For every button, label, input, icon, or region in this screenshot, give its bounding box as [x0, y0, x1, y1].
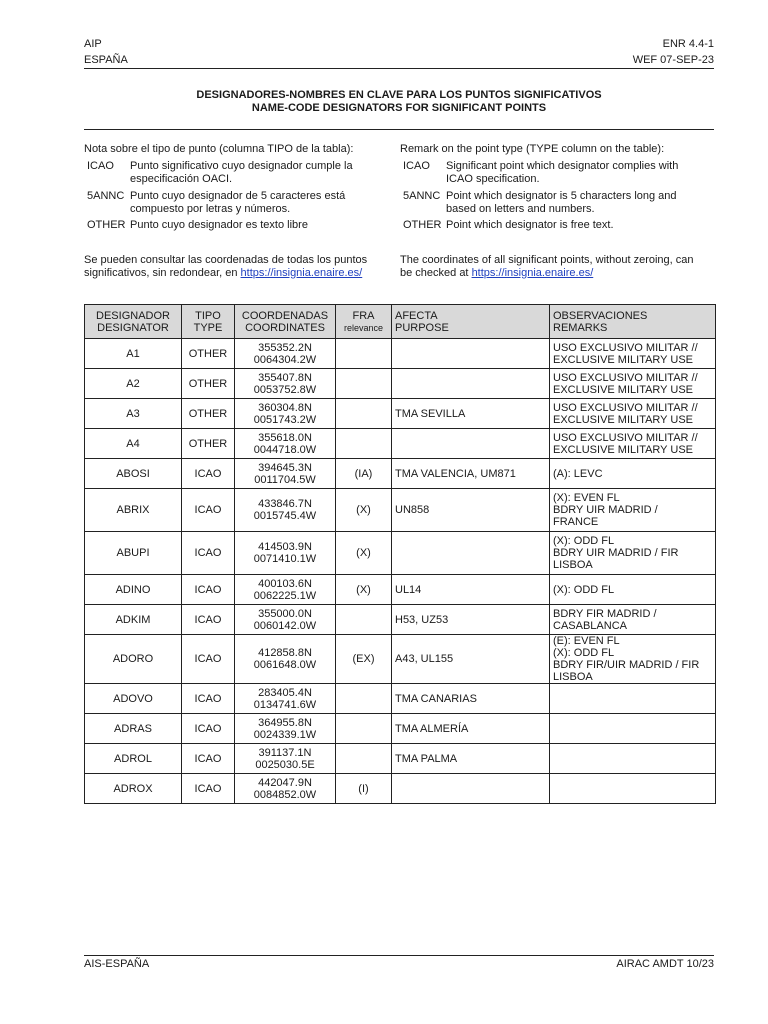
notes-es-coords-line2	[84, 267, 367, 280]
table-body	[85, 339, 716, 804]
notes-en-code-other: OTHER	[403, 219, 442, 231]
cell-coordinates	[235, 714, 336, 744]
coord-longitude: 0061648.0W	[253, 659, 317, 671]
remark-line: BDRY UIR MADRID /	[553, 504, 658, 516]
cell-coordinates	[235, 774, 336, 804]
col-header-purpose-es: AFECTA	[395, 309, 438, 322]
table-row	[85, 399, 716, 429]
coord-longitude: 0024339.1W	[253, 728, 317, 741]
notes-es-intro: Nota sobre el tipo de punto (columna TIPO de la tabla):	[84, 143, 354, 155]
footer-right: AIRAC AMDT 10/23	[616, 958, 714, 970]
col-header-type-en: TYPE	[193, 321, 223, 334]
cell-type: ICAO	[182, 774, 235, 804]
cell-type: ICAO	[182, 635, 235, 684]
coord-latitude: 355352.2N	[258, 341, 312, 354]
cell-designator: ADROL	[85, 744, 182, 774]
table-row	[85, 744, 716, 774]
col-header-coordinates	[235, 305, 336, 339]
coord-longitude: 0064304.2W	[253, 353, 317, 366]
title-es: DESIGNADORES-NOMBRES EN CLAVE PARA LOS PUNTOS SIGNIFICATIVOS	[196, 89, 602, 101]
cell-purpose	[392, 774, 550, 804]
cell-designator: A2	[85, 369, 182, 399]
page-title	[84, 89, 714, 115]
cell-purpose: H53, UZ53	[392, 605, 550, 635]
cell-type: ICAO	[182, 605, 235, 635]
cell-fra: (X)	[336, 575, 392, 605]
table-row	[85, 774, 716, 804]
coord-latitude: 355618.0N	[258, 431, 312, 444]
cell-fra	[336, 339, 392, 369]
cell-purpose: TMA VALENCIA, UM871	[392, 459, 550, 489]
remark-line: EXCLUSIVE MILITARY USE	[553, 413, 693, 426]
cell-designator: ADINO	[85, 575, 182, 605]
cell-designator: A1	[85, 339, 182, 369]
coord-latitude: 442047.9N	[258, 776, 312, 789]
cell-purpose	[392, 429, 550, 459]
remark-line: EXCLUSIVE MILITARY USE	[553, 353, 693, 366]
notes-en-desc-5annc-line1: Point which designator is 5 characters long and	[446, 190, 677, 202]
table-header-row	[85, 305, 716, 339]
coord-longitude: 0015745.4W	[253, 510, 317, 522]
cell-type: ICAO	[182, 575, 235, 605]
notes-es	[84, 143, 384, 283]
cell-designator: ADKIM	[85, 605, 182, 635]
remark-line: FRANCE	[553, 516, 599, 528]
insignia-link-es[interactable]: https://insignia.enaire.es/	[240, 266, 363, 279]
cell-designator: ADOVO	[85, 684, 182, 714]
header-section: ENR 4.4-1	[662, 38, 714, 50]
remark-line: LISBOA	[553, 671, 593, 683]
cell-designator: ADROX	[85, 774, 182, 804]
notes-es-desc-5annc	[130, 190, 345, 215]
notes-en-code-icao: ICAO	[403, 160, 430, 172]
col-header-remarks-en: REMARKS	[553, 321, 608, 334]
col-header-coordinates-en: COORDINATES	[245, 321, 325, 334]
coord-latitude: 400103.6N	[258, 577, 312, 590]
coord-latitude: 355000.0N	[258, 607, 312, 620]
coord-latitude: 355407.8N	[258, 371, 312, 384]
remark-line: USO EXCLUSIVO MILITAR //	[553, 431, 698, 444]
remark-line: (X): ODD FL	[553, 583, 615, 596]
cell-type: OTHER	[182, 339, 235, 369]
notes-es-desc-5annc-line1: Punto cuyo designador de 5 caracteres está	[130, 190, 346, 202]
notes-es-coords-text: significativos, sin redondear, en	[84, 266, 241, 279]
cell-designator: ABRIX	[85, 489, 182, 532]
cell-purpose: A43, UL155	[392, 635, 550, 684]
cell-remarks	[550, 714, 716, 744]
col-header-designator-en: DESIGNATOR	[97, 321, 169, 334]
coord-latitude: 414503.9N	[258, 541, 312, 553]
coord-longitude: 0062225.1W	[253, 589, 317, 602]
cell-purpose: UL14	[392, 575, 550, 605]
cell-purpose: TMA CANARIAS	[392, 684, 550, 714]
remark-line: USO EXCLUSIVO MILITAR //	[553, 371, 698, 384]
cell-designator: ADORO	[85, 635, 182, 684]
col-header-coordinates-es: COORDENADAS	[241, 309, 329, 322]
remark-line: EXCLUSIVE MILITARY USE	[553, 443, 693, 456]
table-row	[85, 532, 716, 575]
table-row	[85, 684, 716, 714]
cell-fra	[336, 369, 392, 399]
coord-latitude: 360304.8N	[258, 401, 312, 414]
cell-purpose: TMA SEVILLA	[392, 399, 550, 429]
remark-line: (X): ODD FL	[553, 535, 615, 547]
table-row	[85, 369, 716, 399]
remark-line: (X): EVEN FL	[553, 492, 620, 504]
coord-latitude: 433846.7N	[258, 498, 312, 510]
cell-fra	[336, 429, 392, 459]
cell-fra: (X)	[336, 489, 392, 532]
col-header-remarks-es: OBSERVACIONES	[553, 309, 648, 322]
remark-line: USO EXCLUSIVO MILITAR //	[553, 341, 698, 354]
remark-line: EXCLUSIVE MILITARY USE	[553, 383, 693, 396]
cell-remarks	[550, 369, 716, 399]
col-header-type-es: TIPO	[195, 309, 221, 322]
notes-en-desc-icao-line1: Significant point which designator complies with	[446, 160, 679, 172]
notes-es-desc-icao-line2: especificación OACI.	[130, 172, 233, 185]
footer-rule	[84, 955, 714, 956]
remark-line: (A): LEVC	[553, 467, 603, 480]
cell-coordinates	[235, 575, 336, 605]
header-effective-date: WEF 07-SEP-23	[632, 54, 714, 66]
cell-remarks	[550, 459, 716, 489]
coord-longitude: 0060142.0W	[253, 619, 317, 632]
cell-coordinates	[235, 532, 336, 575]
cell-type: ICAO	[182, 714, 235, 744]
remark-line: BDRY FIR/UIR MADRID / FIR	[553, 659, 700, 671]
cell-remarks	[550, 774, 716, 804]
insignia-link-en[interactable]: https://insignia.enaire.es/	[471, 266, 594, 279]
table-row	[85, 339, 716, 369]
notes-en-desc-5annc-line2: based on letters and numbers.	[446, 202, 595, 215]
title-rule	[84, 129, 714, 130]
notes-es-code-other: OTHER	[87, 219, 126, 231]
notes-es-desc-icao-line1: Punto significativo cuyo designador cumple la	[130, 160, 353, 172]
col-header-fra-label: FRA	[352, 309, 375, 322]
cell-type: ICAO	[182, 489, 235, 532]
cell-fra: (I)	[336, 774, 392, 804]
notes-en	[400, 143, 715, 283]
notes-es-desc-other	[130, 219, 308, 232]
remark-line: BDRY UIR MADRID / FIR	[553, 547, 679, 559]
footer-left: AIS-ESPAÑA	[84, 958, 150, 970]
table-row	[85, 605, 716, 635]
notes-en-desc-other	[446, 219, 614, 232]
cell-designator: ABUPI	[85, 532, 182, 575]
remark-line: LISBOA	[553, 559, 593, 571]
notes-es-code-icao: ICAO	[87, 160, 114, 172]
cell-fra	[336, 744, 392, 774]
table-row	[85, 429, 716, 459]
cell-remarks	[550, 605, 716, 635]
notes-en-code-5annc: 5ANNC	[403, 190, 441, 202]
cell-fra	[336, 399, 392, 429]
coord-longitude: 0025030.5E	[255, 758, 315, 771]
notes-en-desc-other-line1: Point which designator is free text.	[446, 219, 614, 231]
coord-latitude: 412858.8N	[258, 647, 312, 659]
cell-coordinates	[235, 605, 336, 635]
cell-fra	[336, 605, 392, 635]
coord-latitude: 394645.3N	[258, 461, 312, 474]
notes-es-desc-5annc-line2: compuesto por letras y números.	[130, 202, 291, 215]
cell-coordinates	[235, 429, 336, 459]
cell-fra: (X)	[336, 532, 392, 575]
cell-designator: A4	[85, 429, 182, 459]
coord-latitude: 283405.4N	[258, 686, 312, 699]
col-header-fra-relevance: relevance	[343, 322, 384, 333]
remark-line: CASABLANCA	[553, 619, 627, 632]
notes-en-desc-5annc	[446, 190, 677, 215]
header-left	[84, 36, 128, 68]
cell-purpose: TMA ALMERÍA	[392, 714, 550, 744]
cell-remarks	[550, 532, 716, 575]
notes-es-code-5annc: 5ANNC	[87, 190, 125, 202]
cell-type: ICAO	[182, 684, 235, 714]
coord-longitude: 0134741.6W	[253, 698, 317, 711]
cell-fra	[336, 714, 392, 744]
table-row	[85, 489, 716, 532]
coord-latitude: 391137.1N	[258, 746, 312, 759]
col-header-purpose	[392, 305, 550, 339]
cell-type: ICAO	[182, 744, 235, 774]
cell-type: OTHER	[182, 429, 235, 459]
header-right	[633, 36, 714, 68]
notes-en-coords-text: be checked at	[400, 266, 472, 279]
notes-en-intro: Remark on the point type (TYPE column on the table):	[400, 143, 665, 155]
cell-remarks	[550, 744, 716, 774]
cell-remarks	[550, 339, 716, 369]
cell-type: OTHER	[182, 399, 235, 429]
col-header-fra	[336, 305, 392, 339]
header-rule	[84, 68, 714, 69]
cell-remarks	[550, 575, 716, 605]
notes-es-desc-other-line1: Punto cuyo designador es texto libre	[130, 219, 308, 231]
col-header-remarks	[550, 305, 716, 339]
table-row	[85, 575, 716, 605]
coord-longitude: 0011704.5W	[254, 473, 316, 486]
header-aip: AIP	[84, 38, 102, 50]
cell-remarks	[550, 399, 716, 429]
cell-coordinates	[235, 744, 336, 774]
cell-designator: ADRAS	[85, 714, 182, 744]
cell-designator: A3	[85, 399, 182, 429]
cell-type: ICAO	[182, 532, 235, 575]
notes-es-desc-icao	[130, 160, 353, 185]
coord-longitude: 0071410.1W	[253, 553, 317, 565]
notes-en-desc-icao-line2: ICAO specification.	[446, 172, 540, 185]
cell-remarks	[550, 635, 716, 684]
cell-fra	[336, 684, 392, 714]
cell-purpose	[392, 339, 550, 369]
table-row	[85, 714, 716, 744]
remark-line: (E): EVEN FL	[553, 635, 620, 647]
cell-remarks	[550, 489, 716, 532]
notes-en-coords-line1: The coordinates of all significant points, without zeroing, can	[400, 254, 694, 266]
coord-latitude: 364955.8N	[258, 716, 312, 729]
cell-coordinates	[235, 684, 336, 714]
table-row	[85, 459, 716, 489]
cell-fra: (IA)	[336, 459, 392, 489]
cell-remarks	[550, 684, 716, 714]
notes-es-coords-line1: Se pueden consultar las coordenadas de todas los puntos	[84, 254, 368, 266]
cell-fra: (EX)	[336, 635, 392, 684]
notes-en-desc-icao	[446, 160, 678, 185]
col-header-designator	[85, 305, 182, 339]
cell-coordinates	[235, 369, 336, 399]
cell-type: OTHER	[182, 369, 235, 399]
significant-points-table	[84, 304, 716, 804]
coord-longitude: 0053752.8W	[253, 383, 317, 396]
cell-type: ICAO	[182, 459, 235, 489]
notes-en-coords	[400, 254, 694, 279]
notes-en-coords-line2	[400, 267, 694, 280]
remark-line: BDRY FIR MADRID /	[553, 607, 657, 620]
title-en: NAME-CODE DESIGNATORS FOR SIGNIFICANT POINTS	[251, 102, 547, 114]
col-header-type	[182, 305, 235, 339]
cell-purpose	[392, 532, 550, 575]
cell-remarks	[550, 429, 716, 459]
remark-line: USO EXCLUSIVO MILITAR //	[553, 401, 698, 414]
col-header-purpose-en: PURPOSE	[395, 321, 449, 334]
cell-coordinates	[235, 399, 336, 429]
cell-purpose	[392, 369, 550, 399]
cell-purpose: TMA PALMA	[392, 744, 550, 774]
coord-longitude: 0051743.2W	[253, 413, 317, 426]
coord-longitude: 0084852.0W	[253, 788, 317, 801]
cell-coordinates	[235, 489, 336, 532]
header-country: ESPAÑA	[84, 54, 128, 66]
cell-coordinates	[235, 339, 336, 369]
col-header-designator-es: DESIGNADOR	[96, 309, 170, 322]
cell-designator: ABOSI	[85, 459, 182, 489]
coord-longitude: 0044718.0W	[253, 443, 317, 456]
table-row	[85, 635, 716, 684]
cell-coordinates	[235, 635, 336, 684]
notes-es-coords	[84, 254, 367, 279]
remark-line: (X): ODD FL	[553, 647, 615, 659]
cell-purpose: UN858	[392, 489, 550, 532]
cell-coordinates	[235, 459, 336, 489]
